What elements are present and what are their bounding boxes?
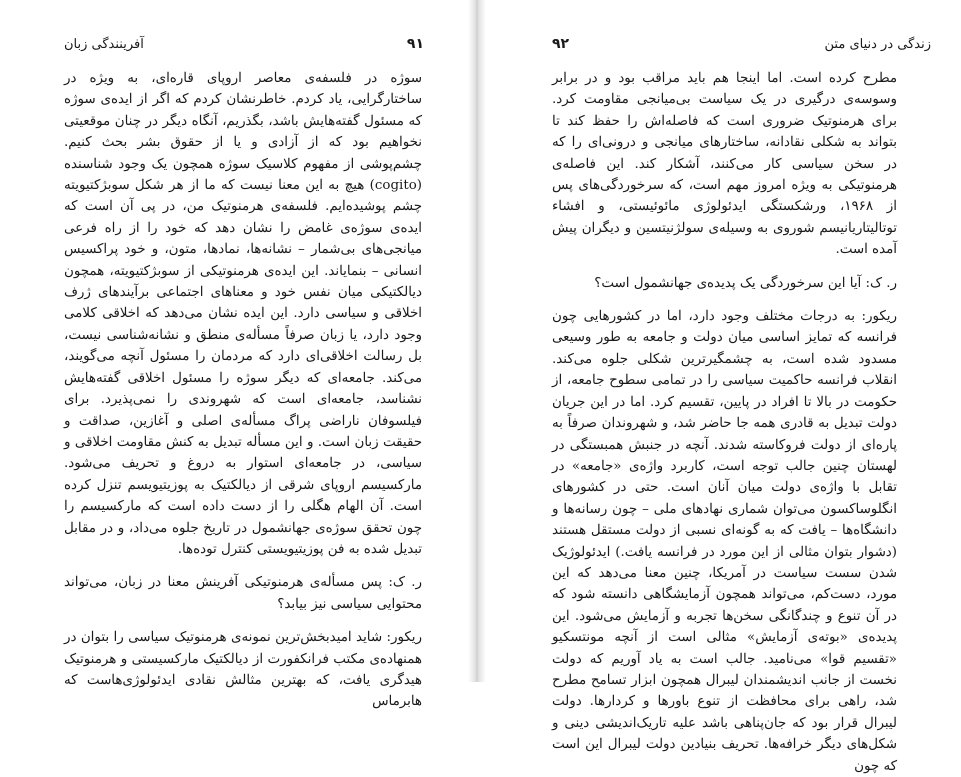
left-page-header bbox=[64, 36, 424, 56]
right-page-header bbox=[552, 36, 931, 56]
running-title: زندگی در دنیای متن bbox=[824, 37, 931, 52]
book-gutter bbox=[468, 0, 486, 682]
running-title: آفرینندگی زبان bbox=[64, 37, 144, 52]
page-number: ۹۱ bbox=[406, 36, 424, 52]
left-page-body bbox=[64, 68, 422, 713]
paragraph: مطرح کرده است. اما اینجا هم باید مراقب بود و در برابر وسوسه‌ی درگیری در یک سیاست بی‌میانجی مقاومت کرد. برای هرمنوتیک ضروری است که فاصله‌اش را حفظ کند تا بتواند به شکلی نقادانه، ساختارهای میانجی و درونی‌ای را که در سخن سیاسی کار می‌کنند، آشکار کند. این فاصله‌ی هرمنوتیکی به ویژه امروز مهم است، که سرخوردگی‌های پس از ۱۹۶۸، ورشکستگی ایدئولوژی مائوئیستی، و افشاء توتالیتاریانیسم شوروی به وسیله‌ی سولژنیتسین و دیگران پیش آمده است. bbox=[552, 71, 897, 258]
paragraph: سوژه در فلسفه‌ی معاصر اروپای قاره‌ای، به ویژه در ساختارگرایی، یاد کردم. خاطرنشان کردم که اگر از ایده‌ی سوژه که مسئول گفته‌هایش باشد، بگذریم، آنگاه دیگر در چنان موقعیتی نخواهیم بود که از آزادی و یا از حقوق بشر بحث کنیم. چشم‌پوشی از مفهوم کلاسیک سوژه همچون یک وجود شناسنده (cogito) هیچ به این معنا نیست که ما از هر شکل سوبژکتیویته چشم پوشیده‌ایم. فلسفه‌ی هرمنوتیک من، در پی آن است که ایده‌ی سوژه‌ی غامض را نشان دهد که خود را از راه فرعی میانجی‌های بی‌شمار – نشانه‌ها، نمادها، متون، و خود پراکسیس انسانی – بنمایاند. این ایده‌ی هرمنوتیکی از سوبژکتیویته، همچون دیالکتیکی میان نفس خود و معناهای اجتماعی برآیندهای ژرف اخلاقی و سیاسی دارد. این ایده نشان می‌دهد که اخلاقی کلامی وجود دارد، یا زبان صرفاً مسأله‌ی منطق و نشانه‌شناسی نیست، بل رسالت اخلاقی‌ای دارد که مردمان را مسئول آنچه می‌گویند، می‌کند. جامعه‌ای که دیگر سوژه را مسئول اخلاقی گفته‌هایش نشناسد، جامعه‌ای است که شهروندی را نمی‌پذیرد. برای فیلسوفان ناراضی پراگ مسأله‌ی اصلی و آغازین، صداقت و حقیقت زبان است. و این مسأله تبدیل به کنش مقاومت اخلاقی و سیاسی، در جامعه‌ای استوار به دروغ و تحریف می‌شود. مارکسیسم اروپای شرقی از دیالکتیک به پوزیتیویسم تنزل کرده است. آن الهام هگلی را از دست داده است که مارکسیسم را چون تحقق سوژه‌ی جهانشمول در تاریخ جلوه می‌داد، و در مقابل تبدیل شده به فن پوزیتیویستی کنترل توده‌ها. bbox=[64, 71, 422, 557]
interviewer-question: ر. ک: آیا این سرخوردگی یک پدیده‌ی جهانشمول است؟ bbox=[594, 275, 897, 291]
left-page bbox=[0, 0, 468, 710]
page-number: ۹۲ bbox=[552, 36, 570, 52]
interviewer-question: ر. ک: پس مسأله‌ی هرمنوتیکی آفرینش معنا در زبان، می‌تواند محتوایی سیاسی نیز بیابد؟ bbox=[64, 575, 422, 612]
answer-paragraph: ریکور: به درجات مختلف وجود دارد، اما در کشورهایی چون فرانسه که تمایز اساسی میان دولت و جامعه به طور وسیعی مسدود شده است، به چشمگیرترین شکلی جلوه می‌کند. انقلاب فرانسه حاکمیت سیاسی را در تمامی سطوح جامعه، از حکومت در بالا تا افراد در پایین، تقسیم کرد. اما در این جریان دولت تبدیل به قادری همه جا حاضر شد، و شهروندان صرفاً به پاره‌ای از دولت فروکاسته شدند. آنچه در جنبش همبستگی در لهستان چنین جالب توجه است، کاربرد واژه‌ی «جامعه» در تقابل با واژه‌ی دولت میان آنان است. حتی در کشورهای انگلوساکسون می‌توان شماری نهادهای ملی – چون رسانه‌ها و دانشگاه‌ها – یافت که به گونه‌ای نسبی از دولت مستقل هستند (دشوار بتوان مثالی از این مورد در فرانسه یافت.) ایدئولوژیک شدن سست سیاست در آمریکا، چنین معنا می‌دهد که این مورد، دست‌کم، می‌تواند همچون آزمایشگاهی دانسته شود که در آن تنوع و چندگانگی سخن‌ها تجربه و آزمایش می‌شود. این پدیده‌ی «بوته‌ی آزمایش» مثالی است از آنچه مونتسکیو «تقسیم قوا» می‌نامید. جالب است به یاد آوریم که دولت نخست از جانب اندیشمندان لیبرال همچون ابزار تسامح مطرح شد، راهی برای محافظت از تنوع باورها و کردارها. دولت لیبرال قرار بود که جان‌پناهی باشد علیه تاریک‌اندیشی دینی و شکل‌های دیگر خرافه‌ها. تحریف بنیادین دولت لیبرال این است که چون bbox=[552, 309, 897, 774]
right-page-body bbox=[552, 68, 897, 777]
right-page bbox=[486, 0, 961, 774]
answer-paragraph: ریکور: شاید امیدبخش‌ترین نمونه‌ی هرمنوتیک سیاسی را بتوان در همنهاده‌ی مکتب فرانکفورت از دیالکتیک مارکسیستی و هرمنوتیک هیدگری یافت، که بهترین مثالش نقادی ایدئولوژی‌هاست که هابرماس bbox=[64, 630, 422, 710]
